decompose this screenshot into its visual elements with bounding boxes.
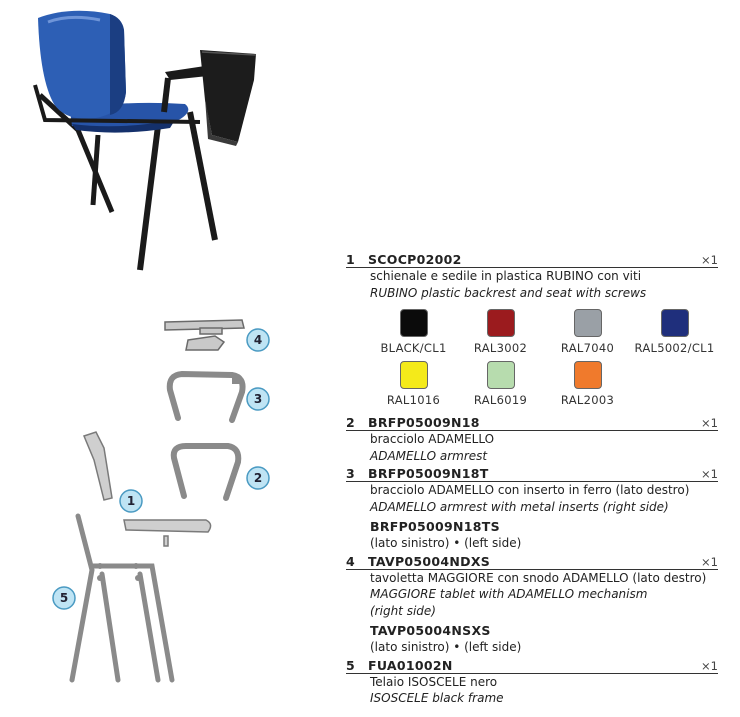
chair-photo [35,11,256,270]
part-1-shell-drawing [84,432,211,546]
part-3-armrest-drawing [170,374,243,420]
part-entry-5 [346,656,718,707]
svg-text:4: 4 [253,333,263,347]
color-swatch-ral6019[interactable] [457,361,544,407]
part-description-en: ADAMELLO armrest [370,448,488,463]
part-2-armrest-drawing [174,446,239,498]
callout-5 [53,587,75,609]
part-quantity: ×1 [701,253,718,267]
part-entry-2 [346,413,718,464]
color-swatch-black[interactable] [370,309,457,355]
part-description-it: Telaio ISOSCELE nero [370,674,498,689]
part-entry-3 [346,464,718,552]
swatch-label: RAL2003 [560,393,615,407]
part-entry-4 [346,552,718,656]
swatch-label: RAL6019 [473,393,528,407]
part-subcode-side: (lato sinistro) • (left side) [370,536,522,550]
part-header [346,552,718,570]
swatch-label: RAL1016 [386,393,441,407]
part-4-tablet-drawing [165,320,244,350]
callout-2 [247,467,269,489]
part-quantity: ×1 [701,416,718,430]
product-illustration [0,0,330,717]
part-header [346,250,718,268]
part-quantity: ×1 [701,658,718,673]
swatch-box [487,309,515,337]
part-entry-1 [346,250,718,407]
part-quantity: ×1 [701,467,718,481]
part-description-it: bracciolo ADAMELLO con inserto in ferro (lato destro) [370,483,690,497]
part-code: BRFP05009N18 [368,415,480,430]
swatch-box [487,361,515,389]
part-description-en-cont: (right side) [370,603,436,618]
part-code: SCOCP02002 [368,252,462,267]
part-number: 1 [346,252,355,267]
svg-text:5: 5 [59,591,69,605]
color-swatch-ral7040[interactable] [544,309,631,355]
swatch-box [400,309,428,337]
swatch-box [400,361,428,389]
part-description-en: ADAMELLO armrest with metal inserts (right side) [370,499,669,514]
swatch-box [661,309,689,337]
color-swatch-ral5002[interactable] [631,309,718,355]
part-subcode: TAVP05004NSXS [370,623,491,638]
part-description-it: schienale e sedile in plastica RUBINO con viti [370,269,642,283]
part-description-en: MAGGIORE tablet with ADAMELLO mechanism [370,587,648,601]
part-description-en: RUBINO plastic backrest and seat with screws [370,285,647,300]
color-swatch-ral3002[interactable] [457,309,544,355]
callout-3 [247,388,269,410]
part-header [346,464,718,482]
svg-text:1: 1 [126,494,136,508]
swatch-label: RAL7040 [560,341,615,355]
part-subcode-side: (lato sinistro) • (left side) [370,640,522,654]
callout-1 [120,490,142,512]
svg-text:2: 2 [253,471,263,485]
swatch-box [574,309,602,337]
part-subcode: BRFP05009N18TS [370,519,500,534]
swatch-label: BLACK/CL1 [380,341,447,355]
color-swatch-ral2003[interactable] [544,361,631,407]
part-number: 2 [346,415,355,430]
part-number: 3 [346,466,355,481]
part-code: BRFP05009N18T [368,466,489,481]
part-code: FUA01002N [368,657,453,673]
part-description-it: tavoletta MAGGIORE con snodo ADAMELLO (lato destro) [370,570,707,585]
color-swatches [346,309,718,407]
svg-text:3: 3 [253,392,263,406]
callout-4 [247,329,269,351]
part-quantity: ×1 [701,554,718,569]
part-header [346,656,718,674]
part-number: 5 [346,657,355,673]
swatch-box [574,361,602,389]
swatch-label: RAL3002 [473,341,528,355]
part-description-en: ISOSCELE black frame [370,691,504,705]
parts-list [346,250,718,707]
part-code: TAVP05004NDXS [368,553,491,569]
swatch-label: RAL5002/CL1 [634,341,715,355]
part-header [346,413,718,431]
part-number: 4 [346,553,355,569]
part-description-it: bracciolo ADAMELLO [370,432,495,446]
color-swatch-ral1016[interactable] [370,361,457,407]
part-5-frame-drawing [72,516,172,680]
